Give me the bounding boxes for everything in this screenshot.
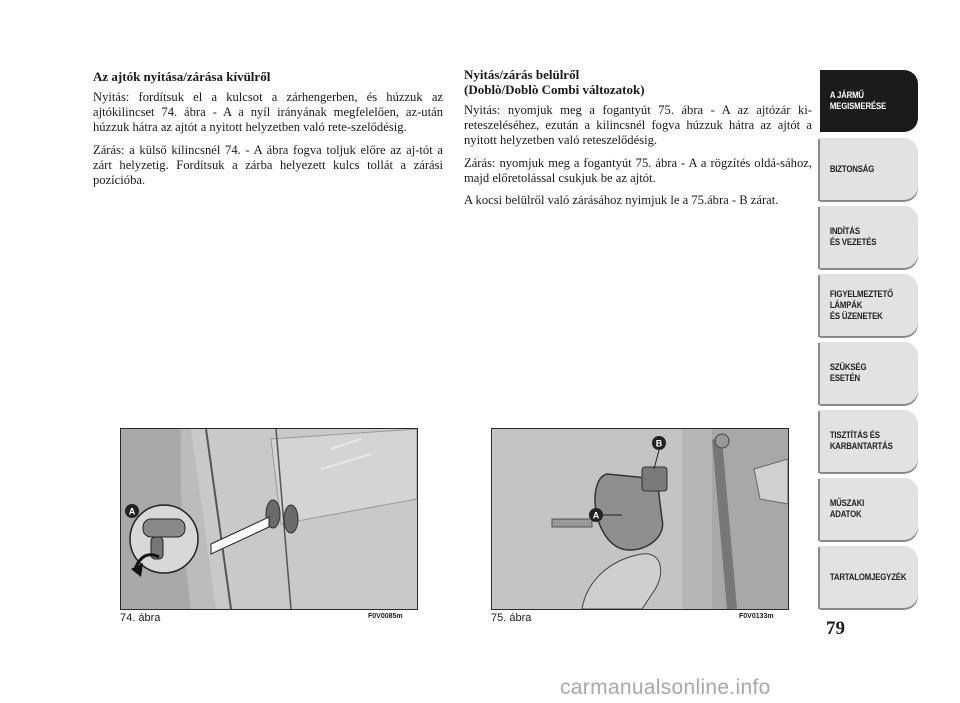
fig74-marker-a: A: [128, 506, 136, 517]
exterior-door-illustration: [121, 429, 417, 609]
tab-safety-label: BIZTONSÁG: [829, 163, 875, 175]
right-paragraph-lock: A kocsi belülről való zárásához nyimjuk le a 75.ábra - B zárat.: [464, 193, 779, 208]
watermark: carmanualsonline.info: [560, 676, 771, 699]
tab-warning-lights[interactable]: [820, 274, 918, 336]
tab-emergency-label: SZÜKSÉG ESETÉN: [829, 362, 867, 384]
chapter-tabs: [820, 70, 918, 614]
right-heading-line1: Nyitás/zárás belülről: [464, 67, 580, 82]
right-heading-line2: (Doblò/Doblò Combi változatok): [464, 82, 645, 97]
right-paragraph-opening: Nyitás: nyomjuk meg a fogantyút 75. ábra - A az ajtózár ki-reteszeléséhez, ezután a kilincsnél fogva húzzuk hátra az ajtót a nyitott helyzetben való reteszelődésig.: [464, 103, 812, 148]
figure-74-exterior-handle: [120, 428, 418, 610]
figure-75-interior-handle: [491, 428, 789, 610]
tab-starting-driving[interactable]: [820, 206, 918, 268]
tab-safety[interactable]: [820, 138, 918, 200]
page-number: 79: [826, 618, 845, 639]
interior-door-illustration: [492, 429, 788, 609]
tab-vehicle-overview[interactable]: [820, 70, 918, 132]
fig75-marker-b: B: [655, 438, 663, 449]
left-text-column: [93, 69, 443, 195]
right-heading: [464, 67, 812, 97]
right-paragraph-closing: Zárás: nyomjuk meg a fogantyút 75. ábra - A a rögzítés oldá-sához, majd előretolással csukjuk be az ajtót.: [464, 155, 812, 185]
left-heading: Az ajtók nyitása/zárása kívülről: [93, 69, 271, 84]
fig75-code: F0V0133m: [739, 613, 774, 620]
right-text-column: [464, 67, 812, 215]
fig75-caption: 75. ábra: [491, 612, 532, 624]
tab-maintenance-label: TISZTÍTÁS ÉS KARBANTARTÁS: [829, 430, 893, 452]
tab-technical-data-label: MŰSZAKI ADATOK: [829, 498, 865, 520]
fig74-caption: 74. ábra: [120, 612, 161, 624]
tab-index-label: TARTALOMJEGYZÉK: [829, 571, 907, 583]
left-paragraph-opening: Nyitás: fordítsuk el a kulcsot a zárhengerben, és húzzuk az ajtókilincset 74. ábra - A a nyíl irányának megfelelően, az-után húzzuk hátra az ajtót a nyitott helyzetben való rete-szelődésig.: [93, 90, 443, 135]
tab-technical-data[interactable]: [820, 478, 918, 540]
fig75-marker-a: A: [592, 510, 600, 521]
left-paragraph-closing: Zárás: a külső kilincsnél 74. - A ábra fogva toljuk előre az aj-tót a zárt helyzetig. Fordítsuk a zárba helyezett kulcs tollát a zárási pozícióba.: [93, 142, 443, 188]
fig74-code: F0V0085m: [368, 613, 403, 620]
tab-emergency[interactable]: [820, 342, 918, 404]
tab-maintenance[interactable]: [820, 410, 918, 472]
tab-index[interactable]: [820, 546, 918, 608]
tab-warning-lights-label: FIGYELMEZTETŐ LÁMPÁK ÉS ÜZENETEK: [829, 288, 894, 322]
tab-vehicle-overview-label: A JÁRMŰ MEGISMERÉSE: [829, 90, 887, 112]
tab-starting-driving-label: INDÍTÁS ÉS VEZETÉS: [829, 226, 877, 248]
